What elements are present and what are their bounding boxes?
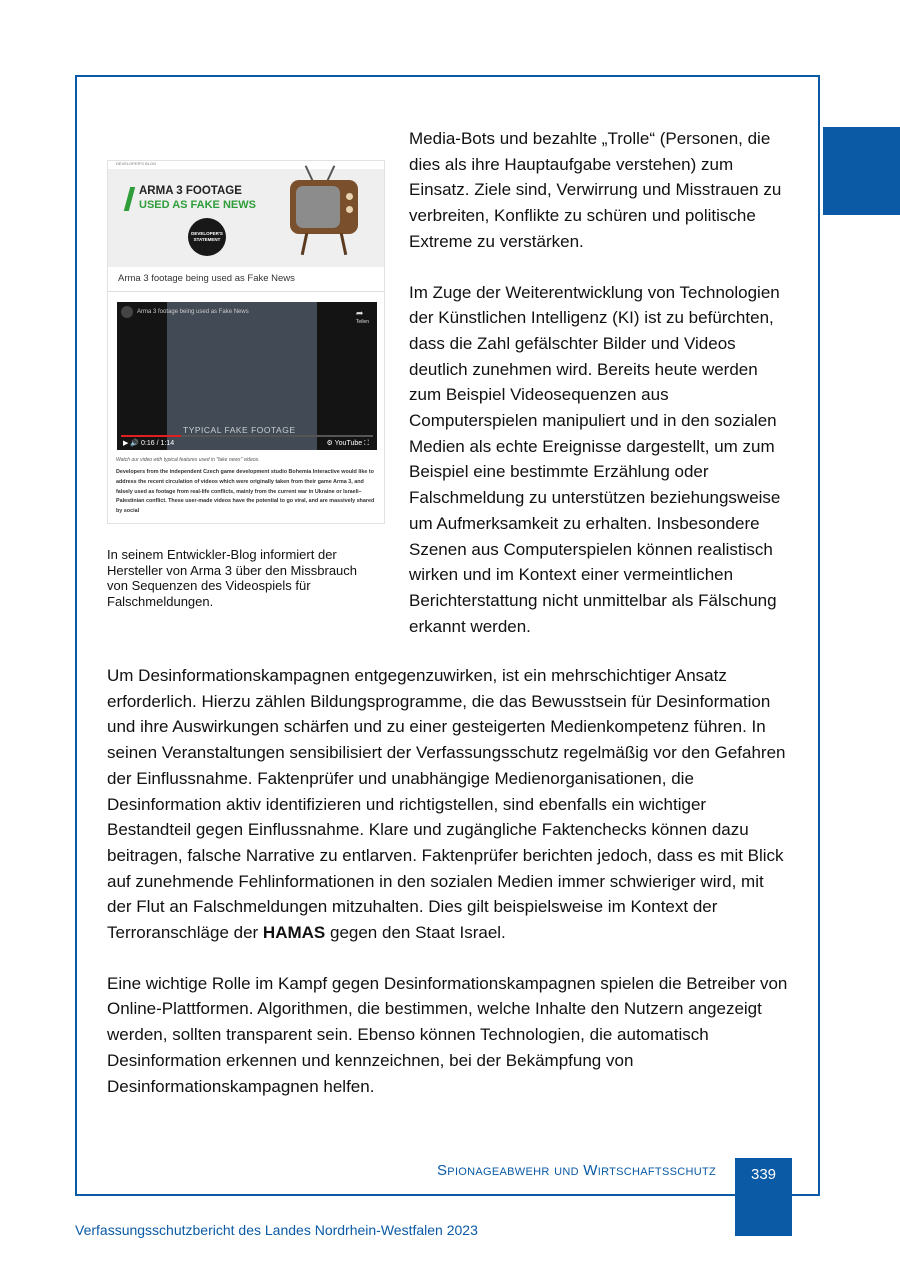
video-time: 0:16 / 1:14 — [141, 440, 175, 447]
video-brand: YouTube — [334, 440, 363, 447]
main-paragraph-1 — [107, 663, 792, 946]
tv-screen — [296, 186, 340, 228]
section-label: Spionageabwehr und Wirtschaftsschutz — [437, 1162, 716, 1179]
statement-badge — [188, 218, 226, 256]
video-controls: ▶ 🔊 0:16 / 1:14 — [123, 440, 175, 447]
share-label: Teilen — [355, 319, 369, 325]
youtube-logo: ⚙ YouTube ⛶ — [326, 440, 369, 447]
tv-knob-icon — [346, 193, 353, 200]
video-progress-fill — [121, 435, 181, 437]
report-title: Verfassungsschutzbericht des Landes Nordrhein-Westfalen 2023 — [75, 1222, 478, 1238]
channel-logo-icon — [121, 306, 133, 318]
blog-paragraph: Developers from the independent Czech game development studio Bohemia Interactive would like to address the recent circulation of videos which were originally taken from their game Arma 3, and falsely used as footage from real-life conflicts, mainly from the current war in Ukraine or Israeli–Palestinian conflict. These user-made videos have the potential to go viral, and are massively shared by social — [116, 469, 375, 515]
chapter-tab-marker — [823, 127, 900, 215]
arma3-blog-screenshot — [107, 160, 385, 524]
page-number: 339 — [750, 1166, 777, 1183]
page-number-tab — [735, 1158, 792, 1236]
video-title: Arma 3 footage being used as Fake News — [137, 309, 249, 315]
right-paragraph-1: Media-Bots und bezahlte „Trolle“ (Personen, die dies als ihre Hauptaufgabe verstehen) zum Einsatz. Ziele sind, Verwirrung und Misstrauen zu verbreiten, Konflikte zu schüren und politische Extreme zu verstärken. — [409, 129, 782, 251]
statement-badge-text: DEVELOPER'S STATEMENT — [191, 231, 223, 242]
image-caption: In seinem Entwickler-Blog informiert der Hersteller von Arma 3 über den Missbrauch von Sequenzen des Videospiels für Falschmeldungen. — [107, 547, 358, 609]
main-paragraph-1-start: Um Desinformationskampagnen entgegenzuwirken, ist ein mehrschichtiger Ansatz erforderlich. Hierzu zählen Bildungsprogramme, die das Bewusstsein für Desinformation und ihre Auswirkungen schärfen und zu einer gesteigerten Medienkompetenz führen. In seinen Veranstaltungen sensibilisiert der Verfassungsschutz regelmäßig vor den Gefahren der Einflussnahme. Faktenprüfer und unabhängige Medienorganisationen, die Desinformation aktiv identifizieren und richtigstellen, sind ebenfalls ein wichtiger Bestandteil gegen Einflussnahme. Klare und zugängliche Faktenchecks können dazu beitragen, falsche Narrative zu entlarven. Faktenprüfer berichten jedoch, dass es mit Blick auf zunehmende Fehlinformationen in den sozialen Medien immer schwieriger wird, mit der Flut an Falschmeldungen mitzuhalten. Dies gilt beispielsweise im Kontext der Terroranschläge der — [107, 666, 786, 943]
main-paragraph-1-end: gegen den Staat Israel. — [325, 923, 506, 943]
divider — [108, 291, 385, 292]
tv-knob-icon — [346, 206, 353, 213]
main-column — [107, 663, 792, 1099]
main-paragraph-2: Eine wichtige Rolle im Kampf gegen Desinformationskampagnen spielen die Betreiber von Online-Plattformen. Algorithmen, die bestimmen, welche Inhalte den Nutzern angezeigt werden, sollten transparent sein. Ebenso können Technologien, die automatisch Desinformation erkennen und kennzeichnen, bei der Bekämpfung von Desinformationskampagnen helfen. — [107, 973, 788, 1096]
watch-note: Watch our video with typical features used in "fake news" videos. — [116, 457, 260, 463]
share-icon: ➦ Teilen — [355, 308, 369, 325]
video-overlay-text: TYPICAL FAKE FOOTAGE — [183, 425, 296, 435]
video-player — [117, 302, 377, 450]
hamas-bold: HAMAS — [262, 923, 326, 943]
right-column — [409, 126, 791, 639]
right-paragraph-2: Im Zuge der Weiterentwicklung von Technologien der Künstlichen Intelligenz (KI) ist zu befürchten, dass die Zahl gefälschter Bilder und Videos deutlich zunehmen wird. Bereits heute werden zum Beispiel Videosequenzen aus Computerspielen manipuliert und in den sozialen Medien als echte Ereignisse dargestellt, um zum Beispiel eine bestimmte Erzählung oder Falschmeldung zu unterstützen beziehungsweise um Aufmerksamkeit zu erhalten. Insbesondere Szenen aus Computerspielen können realistisch wirken und im Kontext einer vermeintlichen Berichterstattung nicht unmittelbar als Fälschung erkannt werden. — [409, 282, 781, 636]
banner-title-line1: ARMA 3 FOOTAGE — [139, 185, 242, 197]
banner-title-line2: USED AS FAKE NEWS — [139, 199, 256, 211]
blog-label: DEVELOPER'S BLOG — [116, 161, 157, 166]
blog-subtitle: Arma 3 footage being used as Fake News — [118, 273, 295, 284]
